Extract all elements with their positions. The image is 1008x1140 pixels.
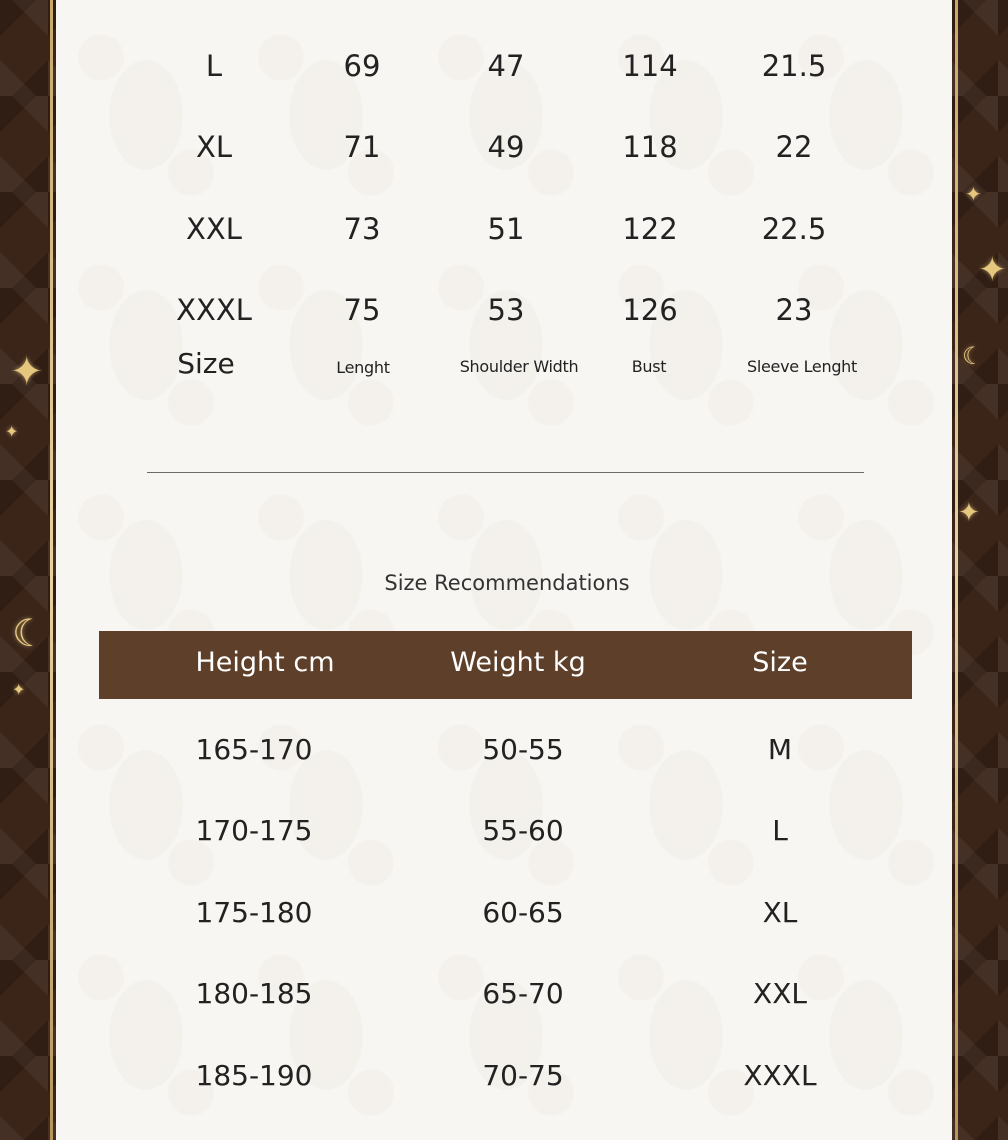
- size-cell: XL: [762, 896, 798, 929]
- weight-cell: 55-60: [482, 814, 564, 847]
- length-cell: 71: [343, 130, 381, 164]
- bust-label: Bust: [631, 357, 667, 376]
- sleeve-cell: 22: [775, 130, 813, 164]
- height-header: Height cm: [195, 647, 335, 678]
- height-cell: 165-170: [195, 733, 313, 766]
- shoulder-cell: 47: [487, 49, 525, 83]
- size-label: Size: [177, 347, 235, 380]
- crescent-moon-icon: ☾: [962, 342, 984, 370]
- recommendations-title: Size Recommendations: [384, 571, 630, 595]
- sleeve-length-label: Sleeve Lenght: [747, 357, 857, 376]
- weight-header: Weight kg: [450, 647, 586, 678]
- sparkle-icon: ✦: [978, 250, 1007, 290]
- crescent-moon-icon: ☾: [12, 611, 47, 655]
- weight-cell: 70-75: [482, 1059, 564, 1092]
- weight-cell: 60-65: [482, 896, 564, 929]
- size-cell: XXXL: [176, 293, 252, 327]
- length-cell: 75: [343, 293, 381, 327]
- height-cell: 175-180: [195, 896, 313, 929]
- height-cell: 180-185: [195, 977, 313, 1010]
- size-cell: XXL: [186, 212, 242, 246]
- length-cell: 69: [343, 49, 381, 83]
- right-gold-trim: [955, 0, 958, 1140]
- left-gold-trim: [50, 0, 53, 1140]
- sparkle-icon: ✦: [12, 680, 26, 699]
- weight-cell: 65-70: [482, 977, 564, 1010]
- sparkle-icon: ✦: [10, 349, 44, 395]
- size-cell: XXXL: [743, 1059, 817, 1092]
- sleeve-cell: 22.5: [761, 212, 827, 246]
- sparkle-icon: ✦: [5, 422, 19, 441]
- height-cell: 170-175: [195, 814, 313, 847]
- size-cell: L: [772, 814, 788, 847]
- bust-cell: 118: [622, 130, 678, 164]
- right-border: [950, 0, 1008, 1140]
- size-cell: XXL: [753, 977, 807, 1010]
- shoulder-cell: 49: [487, 130, 525, 164]
- bust-cell: 122: [622, 212, 678, 246]
- section-divider: [147, 472, 864, 473]
- size-cell: XL: [195, 130, 233, 164]
- bust-cell: 126: [622, 293, 678, 327]
- sleeve-cell: 21.5: [761, 49, 827, 83]
- bust-cell: 114: [622, 49, 678, 83]
- size-cell: M: [767, 733, 793, 766]
- sparkle-icon: ✦: [958, 498, 980, 528]
- shoulder-cell: 53: [487, 293, 525, 327]
- content-panel: [56, 0, 952, 1140]
- weight-cell: 50-55: [482, 733, 564, 766]
- size-header: Size: [752, 647, 808, 678]
- length-label: Lenght: [336, 358, 390, 377]
- length-cell: 73: [343, 212, 381, 246]
- shoulder-width-label: Shoulder Width: [459, 357, 579, 376]
- size-cell: L: [205, 49, 223, 83]
- sleeve-cell: 23: [775, 293, 813, 327]
- shoulder-cell: 51: [487, 212, 525, 246]
- height-cell: 185-190: [195, 1059, 313, 1092]
- recommendations-header: [99, 631, 912, 699]
- sparkle-icon: ✦: [965, 182, 982, 206]
